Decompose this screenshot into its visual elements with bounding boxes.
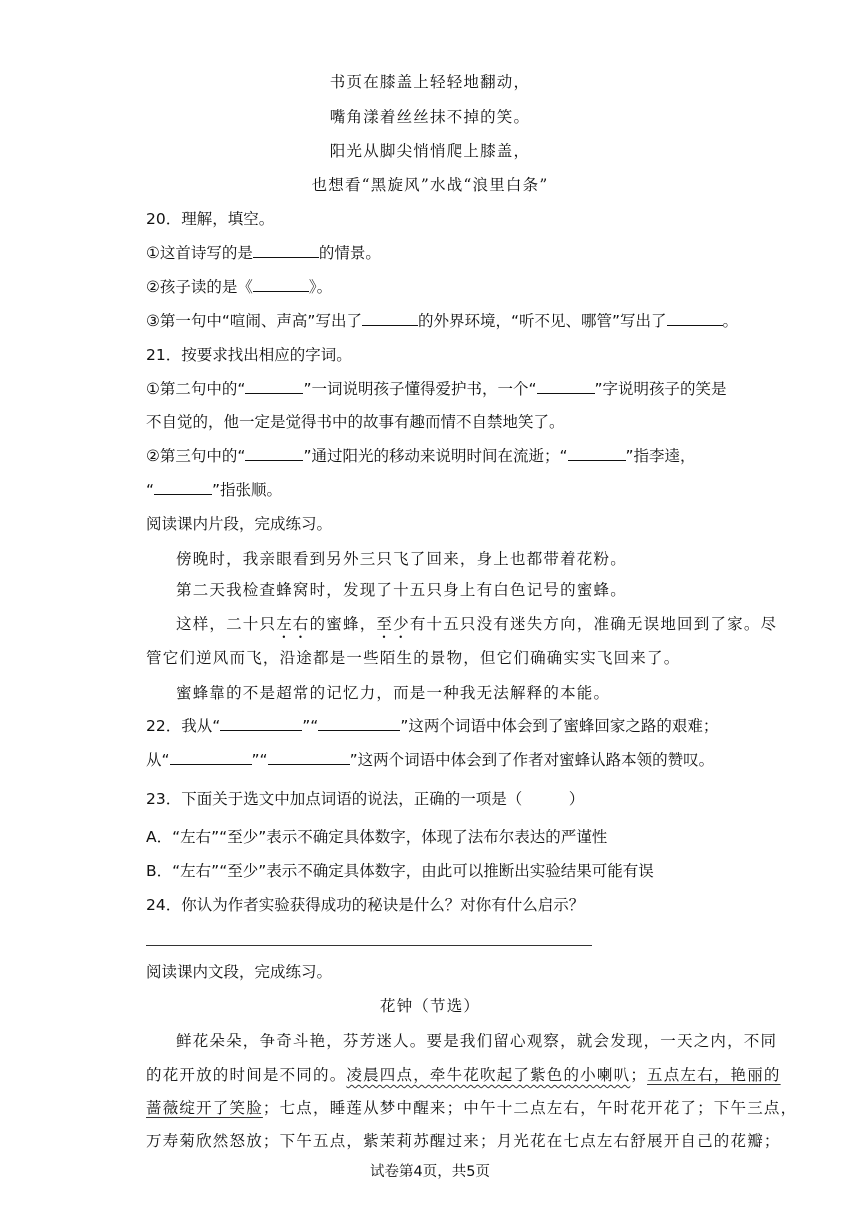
q21-p2-text-e: ”指张顺。 [212, 481, 283, 499]
reading2-intro: 阅读课内文段，完成练习。 [146, 963, 333, 981]
answer-blank[interactable] [362, 311, 418, 326]
q23-title: 23．下面关于选文中加点词语的说法，正确的一项是（ ） [146, 790, 585, 808]
q21-p2-text-c: ”指李逵， [625, 447, 696, 465]
q23-option-a[interactable]: A．“左右”“至少”表示不确定具体数字，体现了法布尔表达的严谨性 [146, 828, 608, 846]
q21-part1-line2: 不自觉的，他一定是觉得书中的故事有趣而情不自禁地笑了。 [146, 413, 565, 431]
reading2-title: 花钟（节选） [379, 997, 481, 1015]
q22-line2 [146, 750, 714, 770]
para3-text-a: 这样，二十只 [176, 615, 277, 633]
reading2-line-4: 万寿菊欣然怒放；下午五点，紫茉莉苏醒过来；月光花在七点左右舒展开自己的花瓣； [146, 1132, 781, 1150]
reading1-para-3-line2: 管它们逆风而飞，沿途都是一些陌生的景物，但它们确确实实飞回来了。 [146, 649, 681, 667]
q22-text-f: ”这两个词语中体会到了作者对蜜蜂认路本领的赞叹。 [349, 751, 715, 769]
q20-p2-text-a: ②孩子读的是《 [146, 278, 253, 296]
q20-p3-text-c: 。 [722, 312, 739, 330]
underlined-text: 五点左右，艳丽的 [647, 1066, 781, 1084]
q22-text-c: ”这两个词语中体会到了蜜蜂回家之路的艰难； [400, 717, 719, 735]
para3-text-c: 有十五只没有迷失方向，准确无误地回到了家。尽 [409, 615, 778, 633]
answer-line[interactable] [146, 945, 592, 946]
q20-p2-text-b: 》。 [308, 278, 333, 296]
answer-blank[interactable] [253, 243, 319, 258]
q20-part1 [146, 243, 381, 263]
poem-line-3: 阳光从脚尖悄悄爬上膝盖， [329, 142, 531, 160]
q22-text-d: 从“ [146, 751, 170, 769]
reading2-line-1: 鲜花朵朵，争奇斗艳，芬芳迷人。要是我们留心观察，就会发现，一天之内，不同 [176, 1032, 778, 1050]
q20-part3 [146, 311, 738, 331]
q21-p1-text-c: ”字说明孩子的笑是 [594, 380, 727, 398]
reading2-line-3 [146, 1098, 797, 1118]
answer-blank[interactable] [245, 446, 303, 461]
answer-blank[interactable] [568, 446, 626, 461]
q24-title: 24．你认为作者实验获得成功的秘诀是什么？对你有什么启示？ [146, 896, 585, 914]
q21-part1-line1 [146, 379, 727, 399]
reading1-para-1: 傍晚时，我亲眼看到另外三只飞了回来，身上也都带着花粉。 [176, 550, 627, 568]
answer-blank[interactable] [245, 379, 303, 394]
answer-blank[interactable] [537, 379, 595, 394]
q21-title: 21．按要求找出相应的字词。 [146, 346, 352, 364]
para3-text-b: 的蜜蜂， [309, 615, 377, 633]
reading2-line-2 [146, 1065, 781, 1085]
dotted-word-zhishao: 至少 [376, 615, 410, 633]
answer-blank[interactable] [667, 311, 723, 326]
page-footer: 试卷第4页，共5页 [370, 1164, 490, 1180]
underlined-text-cont: 蔷薇绽开了笑脸 [146, 1099, 263, 1117]
answer-blank[interactable] [170, 750, 252, 765]
answer-blank[interactable] [220, 716, 302, 731]
q21-p2-text-a: ②第三句中的“ [146, 447, 246, 465]
q20-p3-text-b: 的外界环境，“听不见、哪管”写出了 [417, 312, 667, 330]
reading1-intro: 阅读课内片段，完成练习。 [146, 515, 333, 533]
q21-p2-text-b: ”通过阳光的移动来说明时间在流逝；“ [303, 447, 568, 465]
answer-blank[interactable] [154, 480, 212, 495]
q21-p2-text-d: “ [146, 481, 155, 499]
q20-part2 [146, 277, 332, 297]
q20-title: 20．理解，填空。 [146, 210, 275, 228]
reading1-para-2: 第二天我检查蜂窝时，发现了十五只身上有白色记号的蜜蜂。 [176, 581, 627, 599]
poem-line-4: 也想看“黑旋风”水战“浪里白条” [311, 176, 549, 194]
q20-p3-text-a: ③第一句中“喧闹、声高”写出了 [146, 312, 362, 330]
line3-text-b: ；七点，睡莲从梦中醒来；中午十二点左右，午时花开花了；下午三点， [262, 1099, 798, 1117]
reading1-para-4: 蜜蜂靠的不是超常的记忆力，而是一种我无法解释的本能。 [176, 684, 611, 702]
reading1-para-3-line1 [176, 614, 777, 642]
q20-p1-text-b: 的情景。 [318, 244, 381, 262]
q21-p1-text-b: ”一词说明孩子懂得爱护书，一个“ [303, 380, 537, 398]
poem-line-2: 嘴角漾着丝丝抹不掉的笑。 [329, 108, 531, 126]
answer-blank[interactable] [318, 716, 400, 731]
q21-part2-line1 [146, 446, 696, 466]
wavy-underlined-text: 凌晨四点，牵牛花吹起了紫色的小喇叭 [346, 1066, 631, 1084]
q22-line1 [146, 716, 718, 736]
q23-option-b[interactable]: B．“左右”“至少”表示不确定具体数字，由此可以推断出实验结果可能有误 [146, 862, 654, 880]
q21-part2-line2 [146, 480, 282, 500]
poem-line-1: 书页在膝盖上轻轻地翻动， [329, 73, 531, 91]
q21-p1-text-a: ①第二句中的“ [146, 380, 246, 398]
answer-blank[interactable] [253, 277, 309, 292]
q22-text-e: ”“ [251, 751, 268, 769]
line2-text-a: 的花开放的时间是不同的。 [146, 1066, 347, 1084]
q22-text-a: 22．我从“ [146, 717, 221, 735]
line2-text-c: ； [630, 1066, 648, 1084]
dotted-word-zuoyou: 左右 [276, 615, 310, 633]
q20-p1-text-a: ①这首诗写的是 [146, 244, 253, 262]
answer-blank[interactable] [268, 750, 350, 765]
q22-text-b: ”“ [302, 717, 319, 735]
